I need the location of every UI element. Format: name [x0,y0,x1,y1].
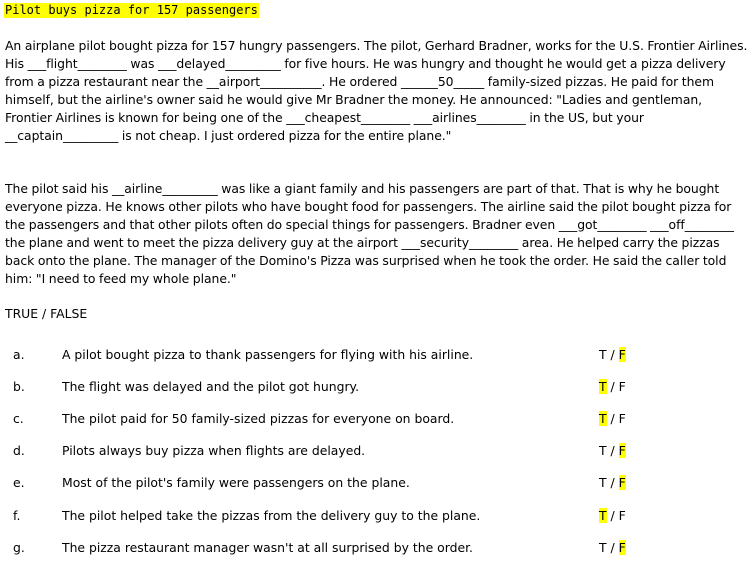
true-false-choice [599,377,626,397]
false-option: F [618,443,626,458]
question-text: Pilots always buy pizza when flights are delayed. [62,443,366,458]
article-paragraph-2: The pilot said his __airline_________ was like a giant family and his passengers are part of that. That is why he bought everyone pizza. He knows other pilots who have bought food for passengers. The airline said the pilot bought pizza for the passengers and that other pilots often do special things for passengers. Bradner even ___got________ ___off________ the plane and went to meet the pizza delivery guy at the airport ___security________ area. He helped carry the pizzas back onto the plane. The manager of the Domino's Pizza was surprised when he took the order. He said the caller told him: "I need to feed my whole plane." [5,181,734,287]
choice-separator: / [606,540,619,555]
choice-separator: / [606,443,619,458]
question-letter: g. [13,540,25,555]
choice-separator: / [606,411,619,426]
false-option: F [618,475,626,490]
true-false-choice [599,345,626,365]
true-false-choice [599,473,626,493]
question-text: The pizza restaurant manager wasn't at all surprised by the order. [62,540,473,555]
question-letter: e. [13,475,25,490]
question-letter: f. [13,508,21,523]
true-false-choice [599,409,626,429]
choice-separator: / [606,347,619,362]
question-row [0,506,753,526]
choice-separator: / [606,379,619,394]
question-text: The pilot helped take the pizzas from the delivery guy to the plane. [62,508,481,523]
question-row [0,345,753,365]
question-text: The flight was delayed and the pilot got hungry. [62,379,360,394]
true-option: T [599,379,607,394]
true-false-choice [599,538,626,558]
question-text: The pilot paid for 50 family-sized pizzas for everyone on board. [62,411,455,426]
question-letter: b. [13,379,25,394]
question-text: A pilot bought pizza to thank passengers for flying with his airline. [62,347,474,362]
question-letter: c. [13,411,24,426]
question-letter: a. [13,347,25,362]
section-heading: TRUE / FALSE [5,306,88,321]
question-row [0,377,753,397]
question-text: Most of the pilot's family were passengers on the plane. [62,475,410,490]
article-paragraph-1: An airplane pilot bought pizza for 157 hungry passengers. The pilot, Gerhard Bradner, works for the U.S. Frontier Airlines. His ___flight________ was ___delayed_________ for five hours. He was hungry and thought he would get a pizza delivery from a pizza restaurant near the __airport__________. He ordered ______50_____ family-sized pizzas. He paid for them himself, but the airline's owner said he would give Mr Bradner the money. He announced: "Ladies and gentleman, Frontier Airlines is known for being one of the ___cheapest________ ___airlines________ in the US, but your __captain_________ is not cheap. I just ordered pizza for the entire plane." [5,38,748,144]
true-false-choice [599,506,626,526]
choice-separator: / [606,475,619,490]
true-option: T [599,475,607,490]
false-option: F [618,347,626,362]
question-row [0,473,753,493]
choice-separator: / [606,508,619,523]
false-option: F [618,540,626,555]
question-letter: d. [13,443,25,458]
true-false-choice [599,441,626,461]
false-option: F [618,508,626,523]
question-row [0,409,753,429]
true-option: T [599,347,607,362]
true-option: T [599,508,607,523]
page-title: Pilot buys pizza for 157 passengers [5,3,258,17]
true-option: T [599,443,607,458]
false-option: F [618,411,626,426]
question-row [0,441,753,461]
true-option: T [599,540,607,555]
true-option: T [599,411,607,426]
false-option: F [618,379,626,394]
question-row [0,538,753,558]
